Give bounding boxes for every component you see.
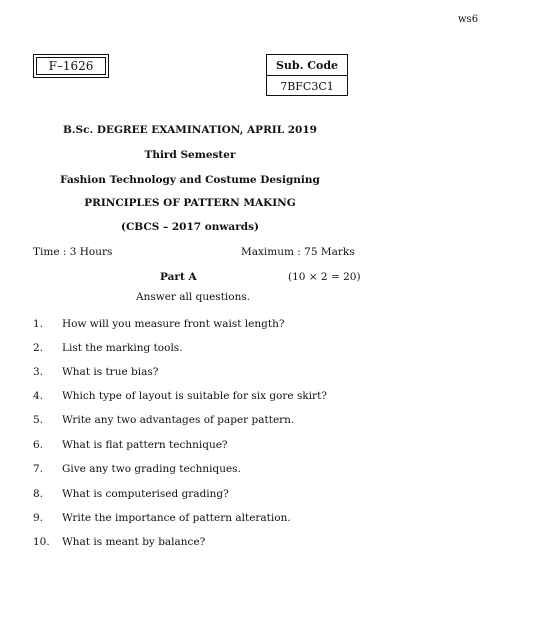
question-number: 4. xyxy=(33,390,44,402)
scheme: (CBCS – 2017 onwards) xyxy=(120,221,259,233)
subject-code-box xyxy=(266,54,348,96)
question-number: 5. xyxy=(33,414,44,426)
max-marks: Maximum : 75 Marks xyxy=(241,246,355,258)
question-text: Write any two advantages of paper pattern. xyxy=(62,414,295,426)
question-number: 1. xyxy=(33,318,44,330)
question-number: 3. xyxy=(33,366,44,378)
question-number: 7. xyxy=(33,463,44,475)
semester: Third Semester xyxy=(144,149,236,161)
question-number: 9. xyxy=(33,512,44,524)
question-number: 2. xyxy=(33,342,44,354)
subject-code-label: Sub. Code xyxy=(275,58,339,72)
question-text: What is meant by balance? xyxy=(62,536,206,548)
course-name: Fashion Technology and Costume Designing xyxy=(60,174,320,186)
question-text: List the marking tools. xyxy=(62,342,183,354)
question-number: 10. xyxy=(33,536,50,548)
question-text: Which type of layout is suitable for six gore skirt? xyxy=(62,390,327,402)
question-text: Give any two grading techniques. xyxy=(62,463,241,475)
corner-tag: ws6 xyxy=(458,14,479,25)
subject-code-value: 7BFC3C1 xyxy=(267,75,347,96)
question-text: Write the importance of pattern alteration. xyxy=(62,512,291,524)
paper-code: F–1626 xyxy=(48,59,94,73)
question-number: 8. xyxy=(33,488,44,500)
paper-code-box xyxy=(33,54,109,78)
exam-duration: Time : 3 Hours xyxy=(33,246,113,258)
question-text: How will you measure front waist length? xyxy=(62,318,285,330)
subject-name: PRINCIPLES OF PATTERN MAKING xyxy=(84,197,296,209)
question-number: 6. xyxy=(33,439,44,451)
part-title: Part A xyxy=(160,271,197,283)
part-marks: (10 × 2 = 20) xyxy=(288,271,361,283)
exam-title: B.Sc. DEGREE EXAMINATION, APRIL 2019 xyxy=(63,124,317,136)
question-text: What is true bias? xyxy=(62,366,159,378)
question-text: What is flat pattern technique? xyxy=(62,439,228,451)
question-text: What is computerised grading? xyxy=(62,488,229,500)
part-instruction: Answer all questions. xyxy=(136,291,251,303)
